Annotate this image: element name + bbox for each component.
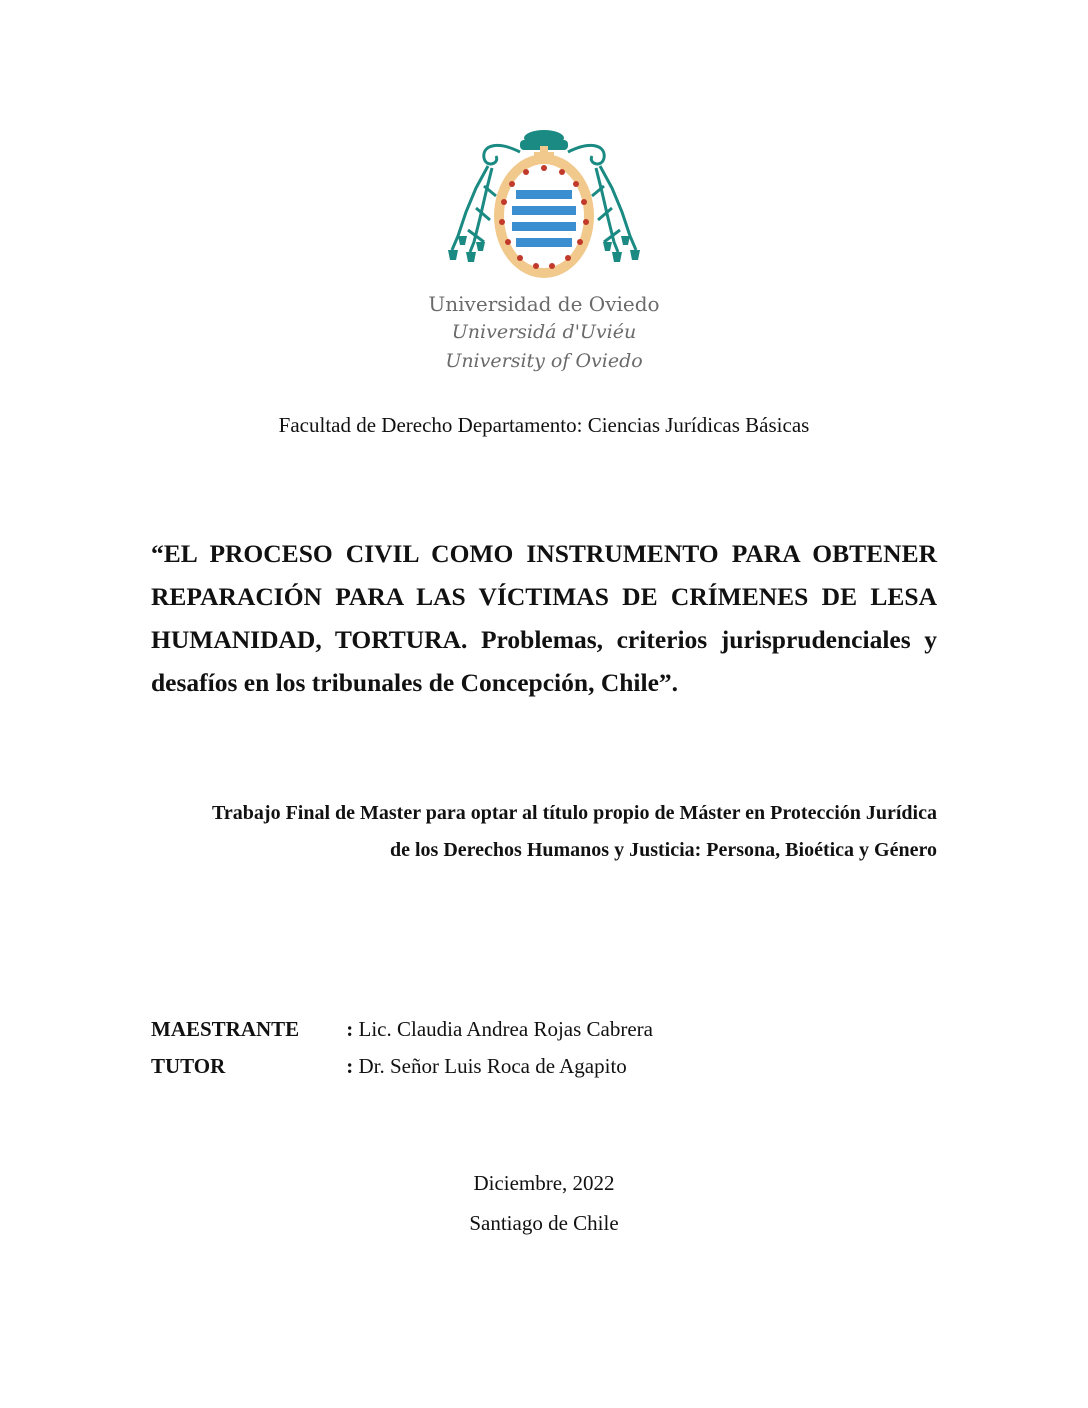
- maestrante-value: Lic. Claudia Andrea Rojas Cabrera: [358, 1017, 653, 1041]
- tutor-value: Dr. Señor Luis Roca de Agapito: [358, 1054, 627, 1078]
- university-crest-icon: [436, 126, 652, 286]
- faculty-department: Facultad de Derecho Departamento: Ciencias Jurídicas Básicas: [278, 413, 810, 437]
- tutor-label: TUTOR: [151, 1054, 226, 1078]
- thesis-title: [151, 532, 937, 704]
- subtitle-line: Trabajo Final de Master para optar al título propio de Máster en Protección Jurídica: [212, 802, 937, 824]
- university-name-es: Universidad de Oviedo: [428, 292, 660, 316]
- title-line: HUMANIDAD, TORTURA. Problemas, criterios jurisprudenciales y: [151, 625, 937, 654]
- place: Santiago de Chile: [469, 1211, 619, 1235]
- date: Diciembre, 2022: [473, 1171, 615, 1195]
- title-line: desafíos en los tribunales de Concepción, Chile”.: [151, 668, 679, 697]
- tutor-row: [151, 1054, 653, 1091]
- people-block: [151, 1017, 653, 1091]
- university-name-ast: Universidá d'Uviéu: [451, 321, 637, 343]
- thesis-subtitle: [151, 795, 937, 869]
- title-line: “EL PROCESO CIVIL COMO INSTRUMENTO PARA OBTENER: [151, 539, 937, 568]
- maestrante-label: MAESTRANTE: [151, 1017, 300, 1041]
- title-line: REPARACIÓN PARA LAS VÍCTIMAS DE CRÍMENES DE LESA: [151, 582, 937, 611]
- university-name-en: University of Oviedo: [445, 350, 643, 372]
- separator-colon: :: [346, 1017, 359, 1041]
- separator-colon: :: [346, 1054, 359, 1078]
- closing-block: [0, 1163, 1088, 1243]
- subtitle-line: de los Derechos Humanos y Justicia: Persona, Bioética y Género: [390, 839, 937, 861]
- maestrante-row: [151, 1017, 653, 1054]
